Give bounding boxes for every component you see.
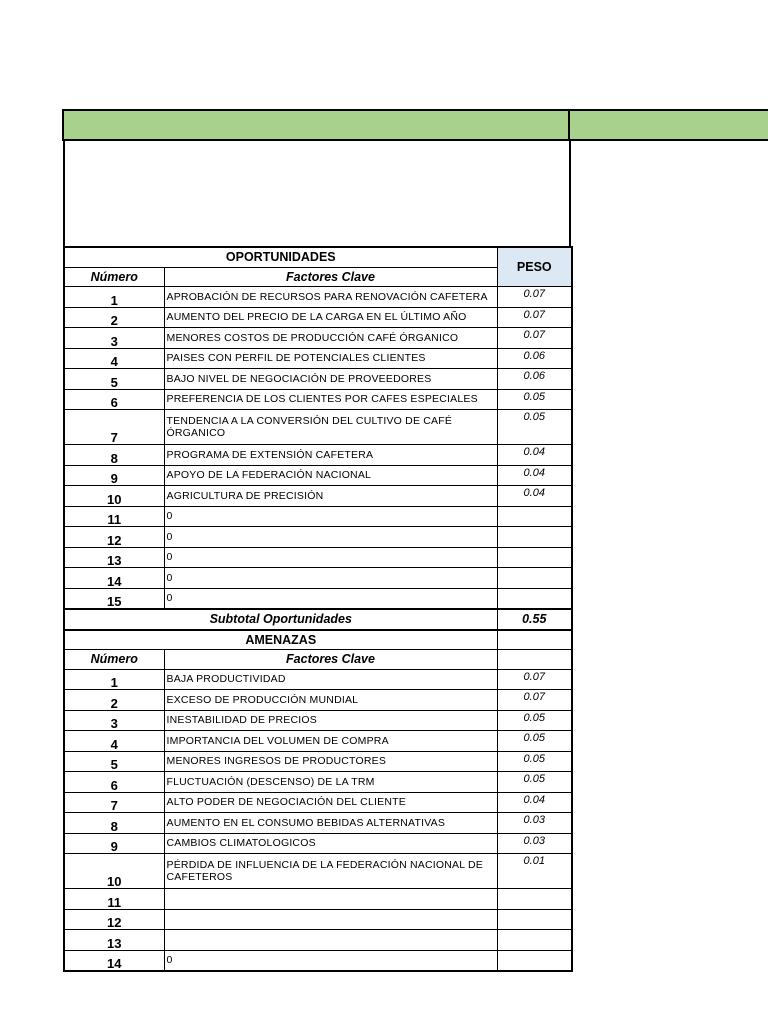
amenaza-number: 2	[64, 690, 164, 711]
subtotal-label: Subtotal Oportunidades	[64, 609, 497, 630]
col-factores-header: Factores Clave	[164, 267, 497, 287]
oportunidades-header-row	[64, 247, 572, 267]
amenaza-weight	[497, 930, 572, 951]
oportunidad-row	[64, 506, 572, 527]
oportunidad-factor: 0	[164, 527, 497, 548]
amenaza-row	[64, 833, 572, 854]
amenaza-row	[64, 813, 572, 834]
amenaza-weight: 0.05	[497, 731, 572, 752]
amenazas-col-numero: Número	[64, 650, 164, 670]
amenaza-row	[64, 792, 572, 813]
oportunidad-factor: BAJO NIVEL DE NEGOCIACIÓN DE PROVEEDORES	[164, 369, 497, 390]
subtotal-value: 0.55	[497, 609, 572, 630]
oportunidades-column-headers	[64, 267, 572, 287]
amenazas-header-row	[64, 630, 572, 650]
amenaza-number: 8	[64, 813, 164, 834]
title-bar-right-border	[568, 109, 570, 141]
amenaza-weight	[497, 889, 572, 910]
amenaza-factor	[164, 930, 497, 951]
amenazas-column-headers	[64, 650, 572, 670]
blank-header-area	[63, 141, 571, 247]
amenaza-factor: 0	[164, 950, 497, 971]
amenaza-factor: EXCESO DE PRODUCCIÓN MUNDIAL	[164, 690, 497, 711]
amenaza-row	[64, 710, 572, 731]
oportunidad-number: 1	[64, 287, 164, 308]
oportunidad-weight: 0.06	[497, 369, 572, 390]
oportunidad-factor: 0	[164, 568, 497, 589]
amenazas-title: AMENAZAS	[64, 630, 497, 650]
oportunidad-row	[64, 307, 572, 328]
amenaza-number: 5	[64, 751, 164, 772]
oportunidad-number: 8	[64, 445, 164, 466]
amenaza-number: 1	[64, 669, 164, 690]
amenaza-factor: IMPORTANCIA DEL VOLUMEN DE COMPRA	[164, 731, 497, 752]
amenaza-weight: 0.04	[497, 792, 572, 813]
oportunidad-number: 7	[64, 410, 164, 445]
oportunidad-weight: 0.04	[497, 486, 572, 507]
amenaza-factor: BAJA PRODUCTIVIDAD	[164, 669, 497, 690]
oportunidad-row	[64, 588, 572, 609]
amenaza-row	[64, 690, 572, 711]
amenazas-header-empty	[497, 630, 572, 650]
oportunidad-weight: 0.05	[497, 389, 572, 410]
oportunidad-weight	[497, 547, 572, 568]
oportunidad-factor: TENDENCIA A LA CONVERSIÓN DEL CULTIVO DE CAFÉ ÓRGANICO	[164, 410, 497, 445]
amenaza-factor: MENORES INGRESOS DE PRODUCTORES	[164, 751, 497, 772]
oportunidad-row	[64, 568, 572, 589]
oportunidades-title: OPORTUNIDADES	[64, 247, 497, 267]
oportunidad-factor: MENORES COSTOS DE PRODUCCIÓN CAFÉ ÓRGANICO	[164, 328, 497, 349]
oportunidad-number: 14	[64, 568, 164, 589]
oportunidad-number: 11	[64, 506, 164, 527]
amenaza-number: 14	[64, 950, 164, 971]
oportunidad-row	[64, 465, 572, 486]
amenaza-number: 3	[64, 710, 164, 731]
amenaza-row	[64, 854, 572, 889]
amenazas-col-factores: Factores Clave	[164, 650, 497, 670]
subtotal-row	[64, 609, 572, 630]
title-bar-left-border	[62, 109, 64, 141]
oportunidad-row	[64, 389, 572, 410]
amenaza-number: 4	[64, 731, 164, 752]
oportunidad-number: 6	[64, 389, 164, 410]
amenaza-number: 11	[64, 889, 164, 910]
oportunidad-number: 10	[64, 486, 164, 507]
oportunidad-factor: PAISES CON PERFIL DE POTENCIALES CLIENTES	[164, 348, 497, 369]
oportunidad-weight: 0.07	[497, 307, 572, 328]
amenaza-weight: 0.05	[497, 710, 572, 731]
amenaza-number: 7	[64, 792, 164, 813]
oportunidad-row	[64, 369, 572, 390]
amenaza-factor	[164, 889, 497, 910]
oportunidad-number: 9	[64, 465, 164, 486]
oportunidad-factor: 0	[164, 588, 497, 609]
oportunidad-number: 5	[64, 369, 164, 390]
oportunidad-weight: 0.04	[497, 445, 572, 466]
oportunidad-weight: 0.06	[497, 348, 572, 369]
amenaza-factor: INESTABILIDAD DE PRECIOS	[164, 710, 497, 731]
amenaza-weight: 0.03	[497, 813, 572, 834]
amenaza-factor: CAMBIOS CLIMATOLOGICOS	[164, 833, 497, 854]
oportunidad-number: 15	[64, 588, 164, 609]
factors-table	[63, 246, 573, 972]
oportunidad-factor: 0	[164, 547, 497, 568]
oportunidad-row	[64, 410, 572, 445]
oportunidad-row	[64, 328, 572, 349]
amenaza-number: 12	[64, 909, 164, 930]
oportunidad-weight: 0.07	[497, 287, 572, 308]
oportunidad-weight: 0.04	[497, 465, 572, 486]
amenaza-factor: FLUCTUACIÓN (DESCENSO) DE LA TRM	[164, 772, 497, 793]
factors-table-body	[64, 247, 572, 971]
amenaza-row	[64, 889, 572, 910]
oportunidad-factor: 0	[164, 506, 497, 527]
amenaza-row	[64, 751, 572, 772]
amenaza-weight	[497, 909, 572, 930]
amenaza-number: 10	[64, 854, 164, 889]
amenaza-weight: 0.05	[497, 772, 572, 793]
oportunidad-factor: APOYO DE LA FEDERACIÓN NACIONAL	[164, 465, 497, 486]
oportunidad-number: 2	[64, 307, 164, 328]
amenaza-row	[64, 731, 572, 752]
amenazas-col-empty	[497, 650, 572, 670]
amenaza-weight: 0.03	[497, 833, 572, 854]
oportunidad-weight: 0.07	[497, 328, 572, 349]
oportunidad-number: 4	[64, 348, 164, 369]
amenaza-row	[64, 909, 572, 930]
oportunidad-number: 13	[64, 547, 164, 568]
amenaza-row	[64, 930, 572, 951]
oportunidad-factor: AGRICULTURA DE PRECISIÓN	[164, 486, 497, 507]
oportunidad-factor: PREFERENCIA DE LOS CLIENTES POR CAFES ESPECIALES	[164, 389, 497, 410]
amenaza-factor	[164, 909, 497, 930]
amenaza-row	[64, 669, 572, 690]
oportunidad-row	[64, 486, 572, 507]
col-numero-header: Número	[64, 267, 164, 287]
amenaza-weight: 0.01	[497, 854, 572, 889]
oportunidad-weight	[497, 588, 572, 609]
oportunidad-row	[64, 287, 572, 308]
title-bar	[63, 109, 768, 141]
amenaza-weight: 0.07	[497, 690, 572, 711]
oportunidad-row	[64, 547, 572, 568]
oportunidad-weight	[497, 527, 572, 548]
amenaza-factor: PÉRDIDA DE INFLUENCIA DE LA FEDERACIÓN NACIONAL DE CAFETEROS	[164, 854, 497, 889]
oportunidad-row	[64, 527, 572, 548]
oportunidad-weight	[497, 568, 572, 589]
amenaza-factor: AUMENTO EN EL CONSUMO BEBIDAS ALTERNATIVAS	[164, 813, 497, 834]
oportunidad-weight: 0.05	[497, 410, 572, 445]
amenaza-factor: ALTO PODER DE NEGOCIACIÓN DEL CLIENTE	[164, 792, 497, 813]
oportunidad-row	[64, 445, 572, 466]
amenaza-weight: 0.05	[497, 751, 572, 772]
peso-header: PESO	[497, 247, 572, 287]
amenaza-number: 13	[64, 930, 164, 951]
oportunidad-factor: APROBACIÓN DE RECURSOS PARA RENOVACIÓN CAFETERA	[164, 287, 497, 308]
oportunidad-factor: PROGRAMA DE EXTENSIÓN CAFETERA	[164, 445, 497, 466]
amenaza-weight: 0.07	[497, 669, 572, 690]
oportunidad-weight	[497, 506, 572, 527]
amenaza-number: 6	[64, 772, 164, 793]
amenaza-row	[64, 950, 572, 971]
amenaza-number: 9	[64, 833, 164, 854]
oportunidad-factor: AUMENTO DEL PRECIO DE LA CARGA EN EL ÚLTIMO AÑO	[164, 307, 497, 328]
oportunidad-row	[64, 348, 572, 369]
oportunidad-number: 12	[64, 527, 164, 548]
amenaza-weight	[497, 950, 572, 971]
amenaza-row	[64, 772, 572, 793]
oportunidad-number: 3	[64, 328, 164, 349]
